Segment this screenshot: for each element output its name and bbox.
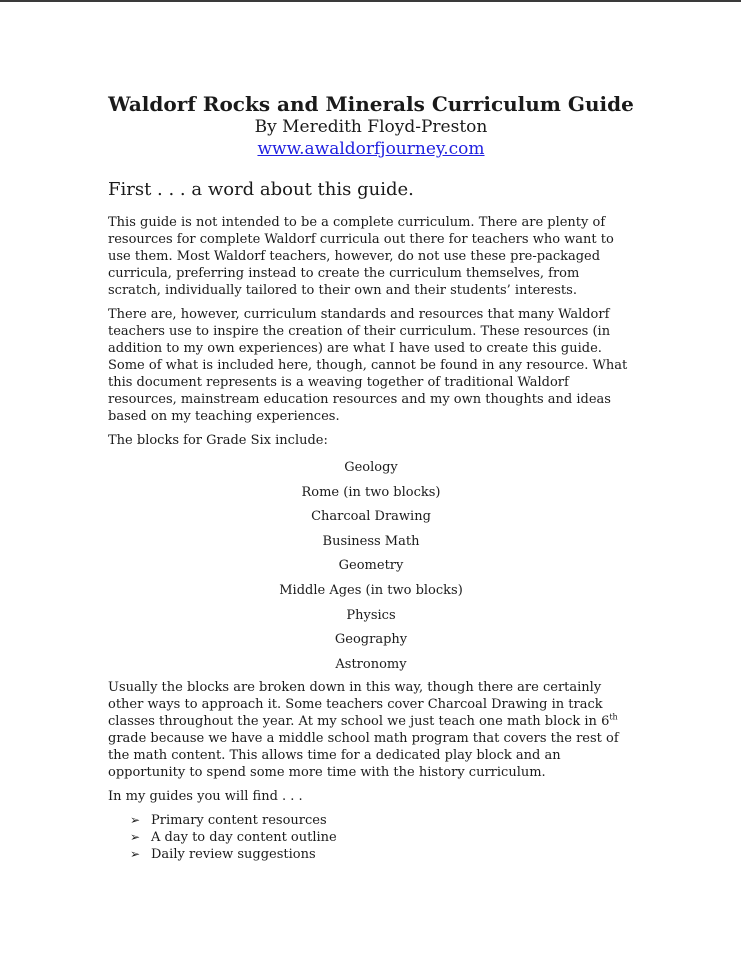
blocks-intro: The blocks for Grade Six include:: [108, 433, 328, 448]
guide-features-list: [108, 812, 634, 863]
closing-paragraph: [108, 679, 634, 781]
intro-paragraph-1: This guide is not intended to be a complete curriculum. There are plenty of resources for complete Waldorf curricula out there for teachers who want to use them. Most Waldorf teachers, however, do not use these pre-packaged curricula, preferring instead to create the curriculum themselves, from scratch, individually tailored to their own and their students’ interests.: [108, 215, 614, 298]
closing-text-part-2: grade because we have a middle school math program that covers the rest of the math content. This allows time for a dedicated play block and an opportunity to spend some more time with the history curriculum.: [108, 731, 619, 781]
block-item: Geography: [334, 632, 408, 648]
document-page: [108, 92, 634, 863]
feature-label: Primary content resources: [151, 813, 327, 829]
arrow-bullet-icon: ➢: [130, 830, 141, 845]
arrow-bullet-icon: ➢: [130, 847, 141, 862]
guides-intro: In my guides you will find . . .: [108, 789, 303, 805]
block-item: Astronomy: [335, 656, 407, 672]
feature-item: [108, 829, 634, 846]
grade-six-blocks-list: [108, 456, 634, 677]
feature-item: [108, 812, 634, 829]
feature-item: [108, 846, 634, 863]
block-item: Charcoal Drawing: [311, 509, 431, 525]
website-line: [108, 138, 634, 160]
section-heading: First . . . a word about this guide.: [108, 179, 414, 200]
ordinal-superscript: th: [609, 713, 618, 723]
website-link[interactable]: www.awaldorfjourney.com: [257, 139, 485, 159]
author-byline: By Meredith Floyd-Preston: [254, 117, 488, 137]
feature-label: A day to day content outline: [151, 830, 337, 846]
block-item: Business Math: [322, 533, 420, 549]
block-item: Geometry: [338, 558, 404, 574]
block-item: Physics: [346, 607, 396, 623]
block-item: Middle Ages (in two blocks): [279, 582, 463, 598]
block-item: Rome (in two blocks): [301, 484, 441, 500]
closing-text-part-1: Usually the blocks are broken down in this way, though there are certainly other ways to approach it. Some teachers cover Charcoal Drawing in track classes throughout the year. At my school we just teach one math block in 6: [108, 680, 610, 730]
feature-label: Daily review suggestions: [151, 847, 316, 863]
block-item: Geology: [344, 460, 398, 475]
arrow-bullet-icon: ➢: [130, 813, 141, 828]
intro-paragraph-2: There are, however, curriculum standards and resources that many Waldorf teachers use to inspire the creation of their curriculum. These resources (in addition to my own experiences) are what I have used to create this guide. Some of what is included here, though, cannot be found in any resource. What this document represents is a weaving together of traditional Waldorf resources, mainstream education resources and my own thoughts and ideas based on my teaching experiences.: [108, 307, 628, 424]
document-title: Waldorf Rocks and Minerals Curriculum Guide: [108, 92, 634, 116]
top-border-line: [0, 0, 741, 2]
